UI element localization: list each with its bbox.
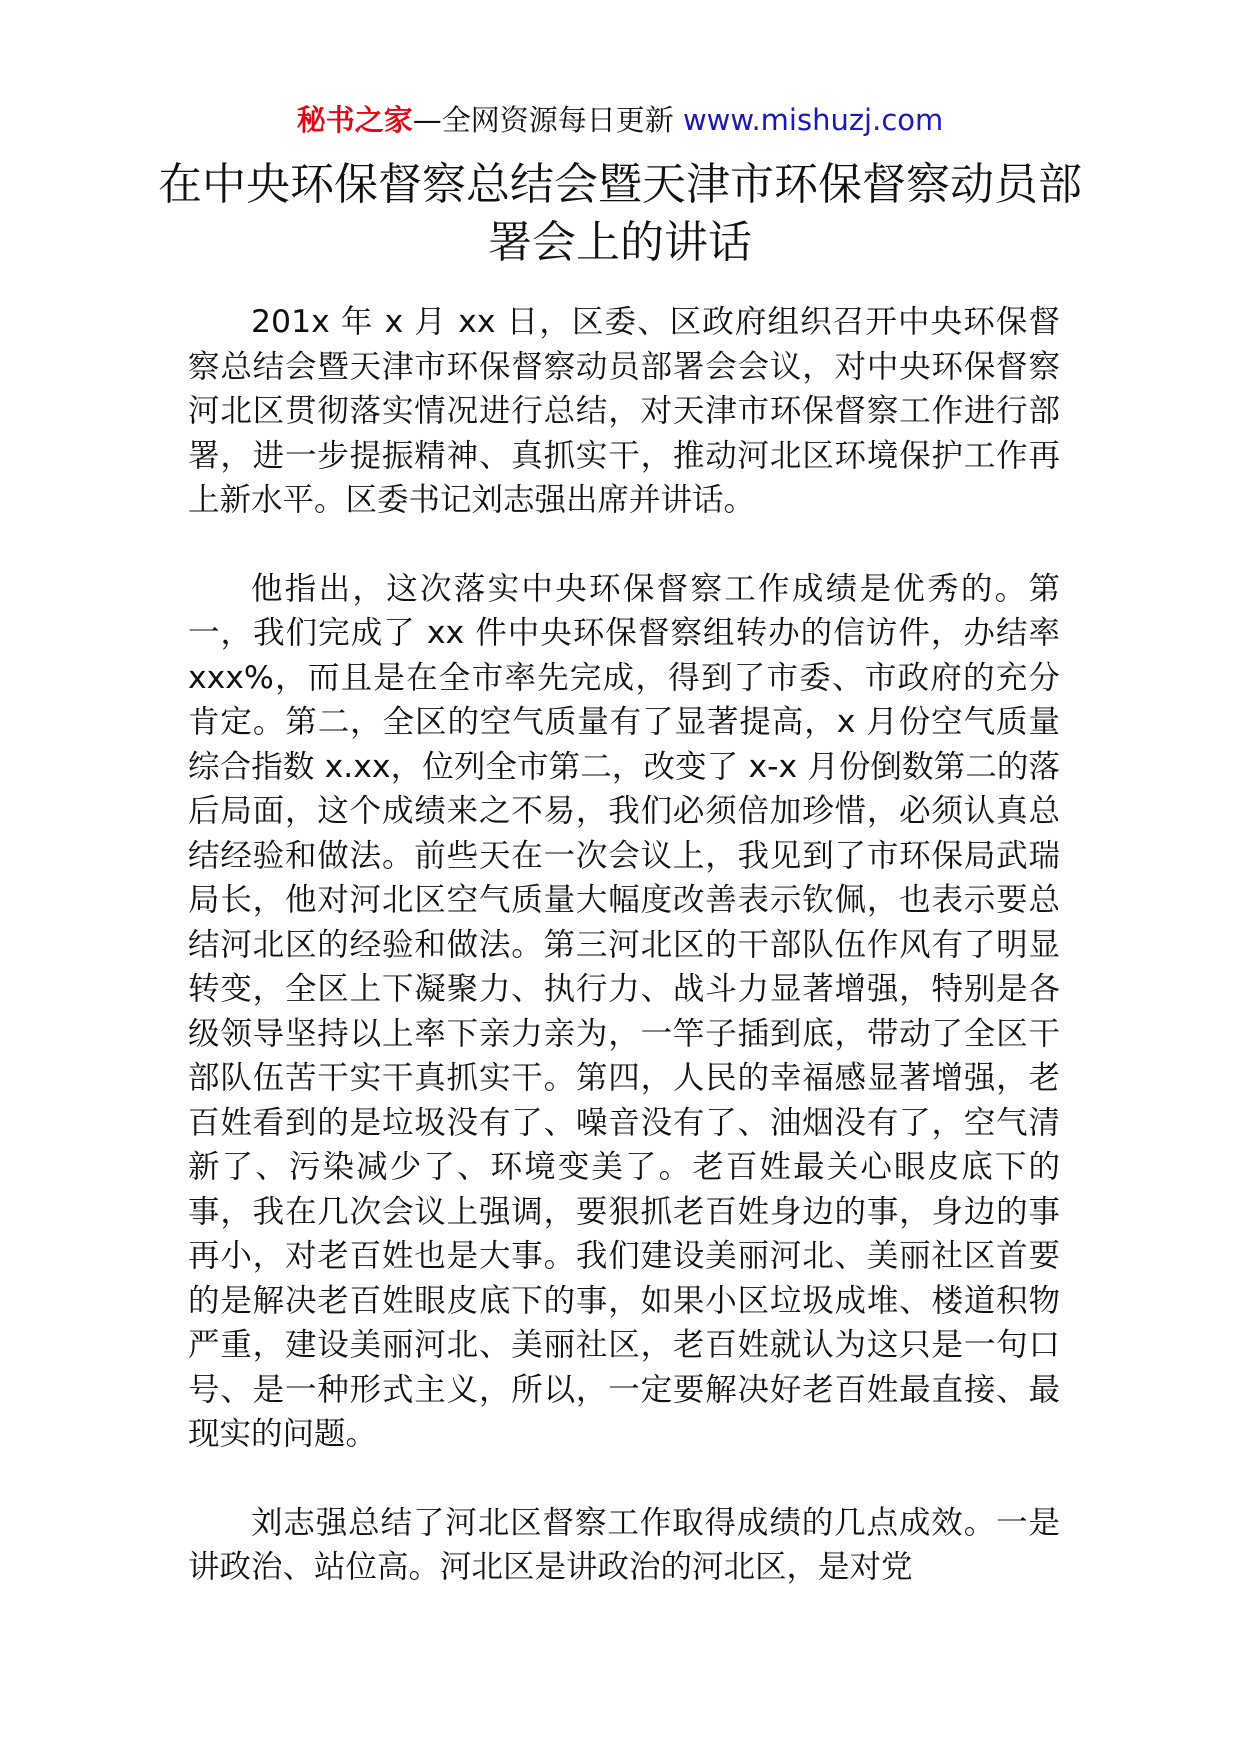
paragraph: 刘志强总结了河北区督察工作取得成绩的几点成效。一是讲政治、站位高。河北区是讲政治的河北区，是对党 [188, 1504, 1060, 1585]
document-title: 在中央环保督察总结会暨天津市环保督察动员部署会上的讲话 [158, 159, 1082, 268]
site-header [0, 100, 1240, 140]
paragraph: 他指出，这次落实中央环保督察工作成绩是优秀的。第一，我们完成了 xx 件中央环保督察组转办的信访件，办结率 xxx%，而且是在全市率先完成，得到了市委、市政府的充分肯定。第二，全区的空气质量有了显著提高，x 月份空气质量综合指数 x.xx，位列全市第二，改变了 x-x 月份倒数第二的落后局面，这个成绩来之不易，我们必须倍加珍惜，必须认真总结经验和做法。前些天在一次会议上，我见到了市环保局武瑞局长，他对河北区空气质量大幅度改善表示钦佩，也表示要总结河北区的经验和做法。第三河北区的干部队伍作风有了明显转变，全区上下凝聚力、执行力、战斗力显著增强，特别是各级领导坚持以上率下亲力亲为，一竿子插到底，带动了全区干部队伍苦干实干真抓实干。第四，人民的幸福感显著增强，老百姓看到的是垃圾没有了、噪音没有了、油烟没有了，空气清新了、污染减少了、环境变美了。老百姓最关心眼皮底下的事，我在几次会议上强调，要狠抓老百姓身边的事，身边的事再小，对老百姓也是大事。我们建设美丽河北、美丽社区首要的是解决老百姓眼皮底下的事，如果小区垃圾成堆、楼道积物严重，建设美丽河北、美丽社区，老百姓就认为这只是一句口号、是一种形式主义，所以，一定要解决好老百姓最直接、最现实的问题。 [188, 570, 1060, 1452]
header-tagline: —全网资源每日更新 [412, 103, 683, 137]
document-body [188, 300, 1060, 1634]
paragraph: 201x 年 x 月 xx 日，区委、区政府组织召开中央环保督察总结会暨天津市环保督察动员部署会会议，对中央环保督察河北区贯彻落实情况进行总结，对天津市环保督察工作进行部署，进一步提振精神、真抓实干，推动河北区环境保护工作再上新水平。区委书记刘志强出席并讲话。 [188, 304, 1060, 518]
brand-name: 秘书之家 [296, 103, 413, 137]
site-url-link[interactable]: www.mishuzj.com [682, 103, 944, 137]
